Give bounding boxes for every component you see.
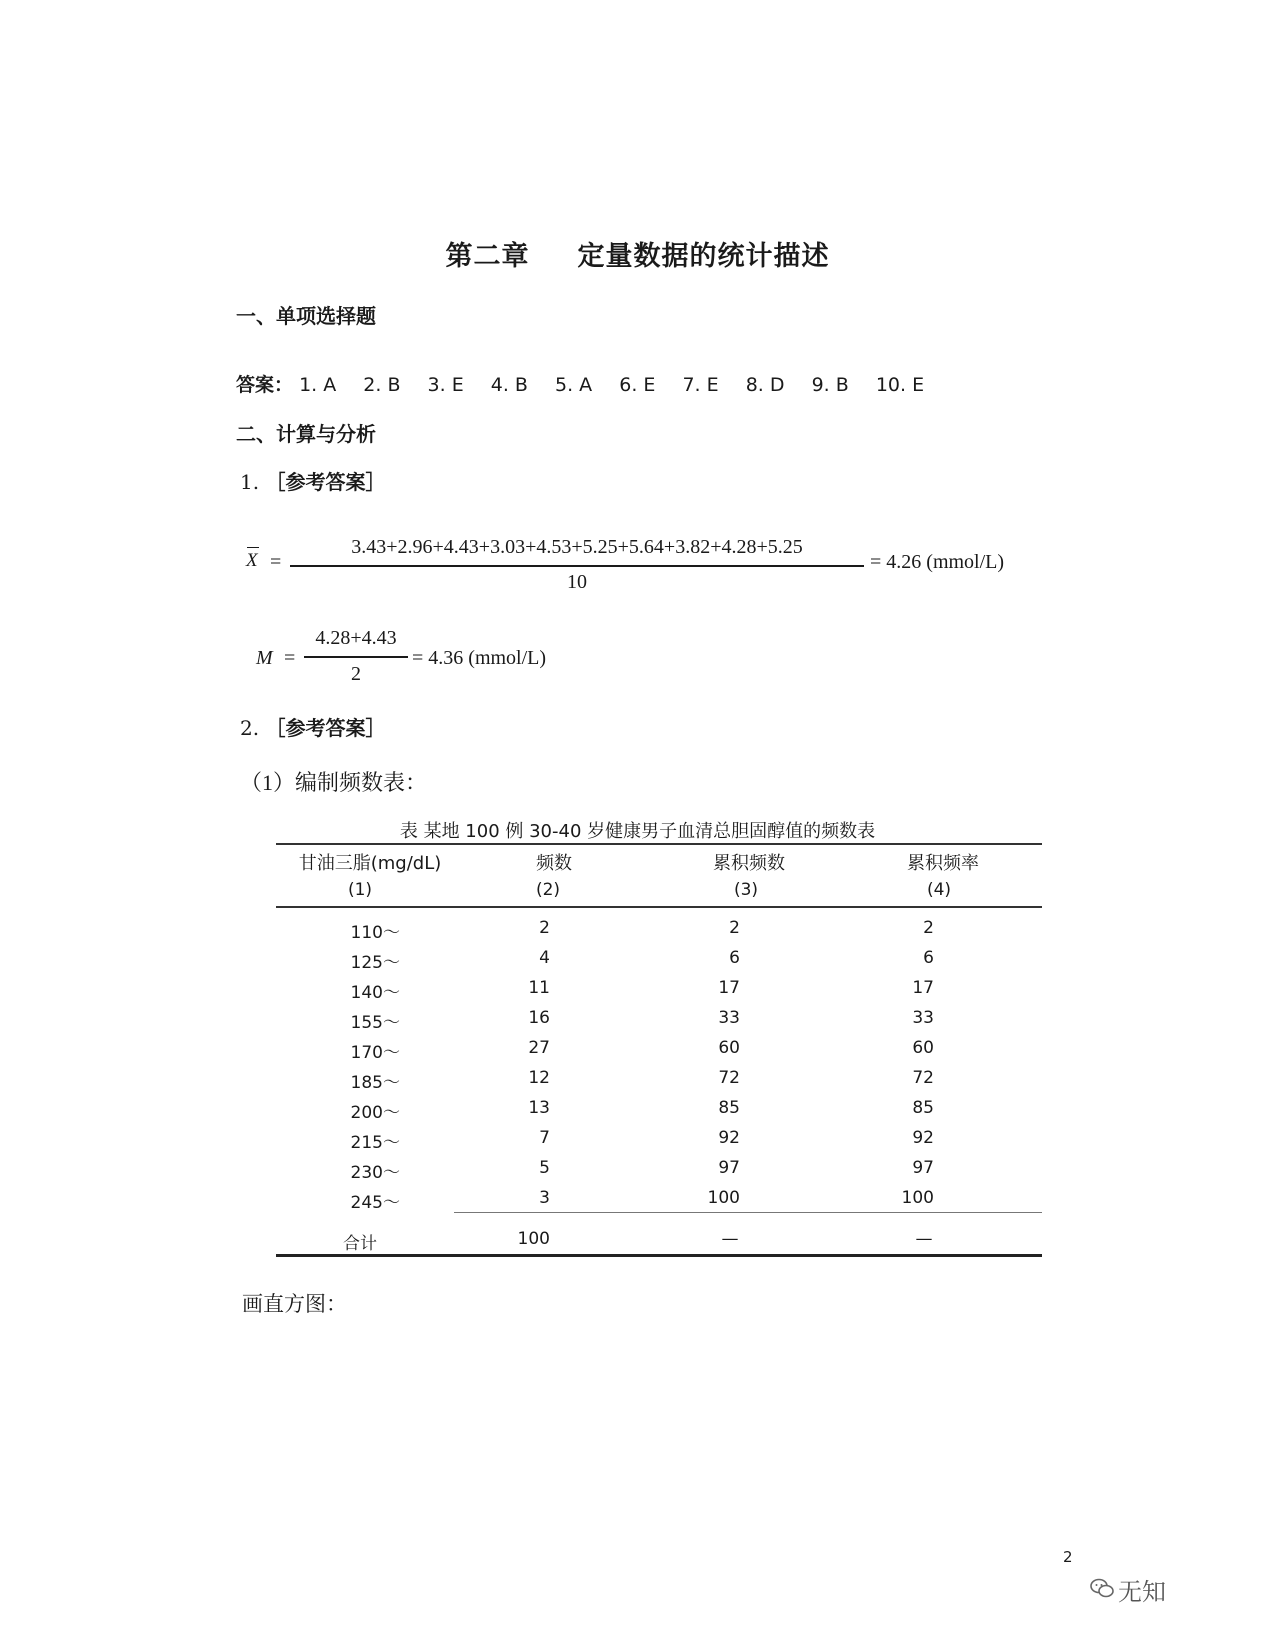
- cell-frequency: 4: [539, 948, 550, 968]
- table-subtotal-rule: [454, 1212, 1042, 1213]
- cell-cum-rate: 2: [923, 918, 934, 938]
- table-header-rule: [276, 906, 1042, 908]
- answer-item: 6. E: [619, 374, 656, 396]
- cell-range: 155～: [350, 1013, 400, 1033]
- cell-cum-rate: 17: [912, 978, 934, 998]
- cell-cum-frequency: 85: [718, 1098, 740, 1118]
- answer-label: 答案：: [236, 374, 294, 396]
- mean-numerator: 3.43+2.96+4.43+3.03+4.53+5.25+5.64+3.82+4.28+5.25: [351, 536, 803, 558]
- q2-number: 2.: [240, 716, 260, 740]
- q2-ref-answer: ［参考答案］: [265, 716, 386, 740]
- cell-cum-frequency: 60: [718, 1038, 740, 1058]
- page-number: 2: [1063, 1548, 1073, 1566]
- chapter-title: [0, 234, 1275, 273]
- mean-fraction-bar: [290, 565, 864, 567]
- median-result: = 4.36 (mmol/L): [412, 647, 547, 669]
- answer-item: 5. A: [555, 374, 593, 396]
- cell-frequency: 11: [528, 978, 550, 998]
- cell-range: 245～: [350, 1193, 400, 1213]
- cell-range: 200～: [350, 1103, 400, 1123]
- step1-text: （1）编制频数表：: [240, 770, 428, 795]
- cell-range: 215～: [350, 1133, 400, 1153]
- cell-cum-frequency: 97: [718, 1158, 740, 1178]
- cell-range: 125～: [350, 953, 400, 973]
- median-equals: =: [284, 647, 296, 669]
- section-heading-choice: 一、单项选择题: [236, 304, 376, 328]
- cell-frequency: 16: [528, 1008, 550, 1028]
- cell-frequency: 2: [539, 918, 550, 938]
- cell-total-cum-rate: —: [915, 1229, 933, 1249]
- cell-cum-frequency: 72: [718, 1068, 740, 1088]
- header-range: 甘油三脂(mg/dL): [298, 853, 442, 874]
- header-cum-rate: 累积频率: [907, 853, 979, 874]
- median-fraction-bar: [304, 656, 408, 658]
- cell-frequency: 3: [539, 1188, 550, 1208]
- cell-cum-frequency: 92: [718, 1128, 740, 1148]
- answer-item: 1. A: [299, 374, 337, 396]
- cell-range: 185～: [350, 1073, 400, 1093]
- median-numerator: 4.28+4.43: [315, 627, 397, 649]
- answer-item: 3. E: [427, 374, 464, 396]
- answer-item: 7. E: [682, 374, 719, 396]
- wechat-icon: [1090, 1577, 1114, 1599]
- header-sub-1: (1): [347, 880, 373, 900]
- cell-cum-frequency: 6: [729, 948, 740, 968]
- cell-frequency: 13: [528, 1098, 550, 1118]
- q1-label: [240, 466, 385, 495]
- chapter-name: 定量数据的统计描述: [577, 241, 830, 272]
- cell-cum-rate: 100: [901, 1188, 934, 1208]
- mean-result: = 4.26 (mmol/L): [870, 551, 1005, 573]
- median-symbol: M: [256, 647, 273, 669]
- cell-cum-frequency: 2: [729, 918, 740, 938]
- answer-item: 4. B: [490, 374, 528, 396]
- table-top-rule: [276, 843, 1042, 845]
- cell-range: 140～: [350, 983, 400, 1003]
- header-sub-2: (2): [535, 880, 561, 900]
- header-sub-4: (4): [926, 880, 952, 900]
- cell-cum-rate: 92: [912, 1128, 934, 1148]
- header-sub-3: (3): [733, 880, 759, 900]
- answer-item: 8. D: [745, 374, 785, 396]
- mean-symbol: X: [246, 550, 258, 571]
- mean-denominator: 10: [567, 571, 587, 593]
- cell-range: 230～: [350, 1163, 400, 1183]
- answer-line: [236, 370, 945, 397]
- cell-cum-rate: 72: [912, 1068, 934, 1088]
- q1-number: 1.: [240, 470, 260, 494]
- cell-frequency: 7: [539, 1128, 550, 1148]
- cell-cum-rate: 85: [912, 1098, 934, 1118]
- mean-equals: =: [270, 551, 282, 573]
- table-caption: 表 某地 100 例 30-40 岁健康男子血清总胆固醇值的频数表: [399, 821, 876, 842]
- cell-cum-rate: 97: [912, 1158, 934, 1178]
- cell-frequency: 12: [528, 1068, 550, 1088]
- cell-cum-frequency: 100: [707, 1188, 740, 1208]
- q1-ref-answer: ［参考答案］: [265, 470, 386, 494]
- cell-frequency: 5: [539, 1158, 550, 1178]
- cell-range: 110～: [350, 923, 400, 943]
- mean-overbar: [247, 547, 259, 548]
- cell-cum-frequency: 17: [718, 978, 740, 998]
- cell-total-cum-frequency: —: [721, 1229, 739, 1249]
- cell-frequency: 27: [528, 1038, 550, 1058]
- cell-cum-rate: 6: [923, 948, 934, 968]
- cell-cum-frequency: 33: [718, 1008, 740, 1028]
- header-cum-frequency: 累积频数: [713, 853, 785, 874]
- cell-cum-rate: 60: [912, 1038, 934, 1058]
- histogram-label: 画直方图：: [242, 1292, 347, 1316]
- cell-total-label: 合计: [343, 1234, 377, 1254]
- q2-label: [240, 712, 385, 741]
- median-denominator: 2: [351, 663, 361, 685]
- cell-range: 170～: [350, 1043, 400, 1063]
- cell-cum-rate: 33: [912, 1008, 934, 1028]
- chapter-number: 第二章: [445, 241, 530, 272]
- section-heading-calc: 二、计算与分析: [236, 422, 376, 446]
- cell-total-frequency: 100: [517, 1229, 550, 1249]
- answer-item: 9. B: [811, 374, 849, 396]
- header-frequency: 频数: [536, 853, 572, 874]
- table-bottom-rule: [276, 1254, 1042, 1257]
- answer-item: 10. E: [875, 374, 925, 396]
- watermark-text: 无知: [1118, 1578, 1166, 1606]
- answer-item: 2. B: [363, 374, 401, 396]
